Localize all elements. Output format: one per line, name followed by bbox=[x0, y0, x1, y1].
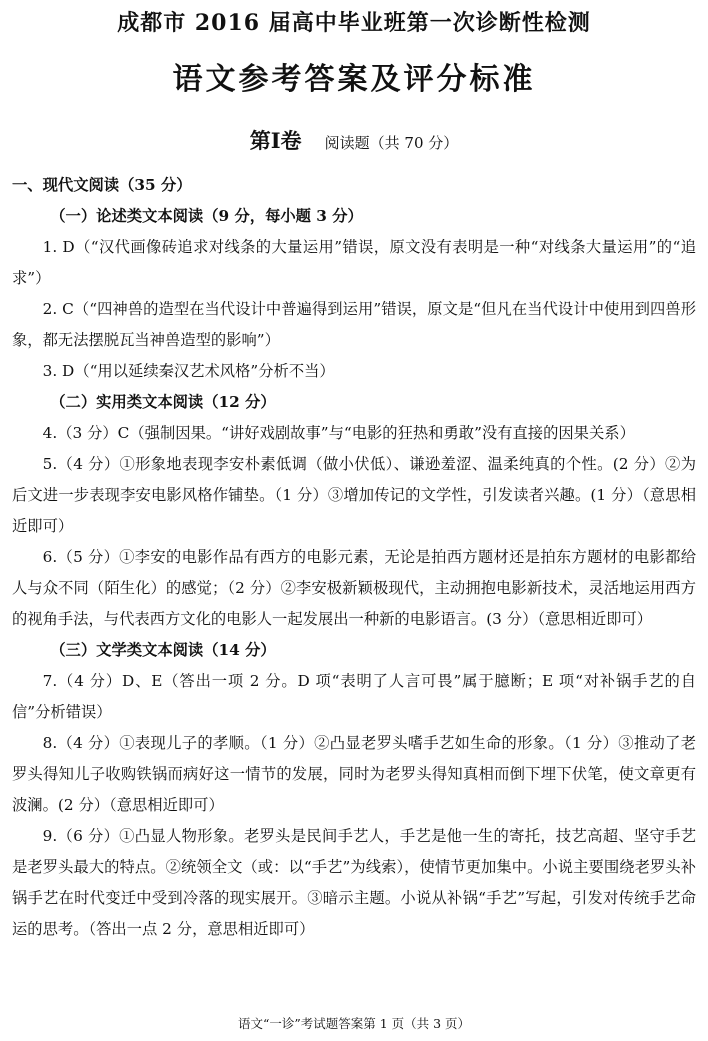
volume-title: 第Ⅰ卷 bbox=[249, 128, 302, 153]
subsection-heading-argumentative: （一）论述类文本阅读（9 分，每小题 3 分） bbox=[50, 207, 363, 225]
page-footer: 语文“一诊”考试题答案第 1 页（共 3 页） bbox=[237, 1016, 471, 1031]
answer-item-7: 7.（4 分）D、E（答出一项 2 分。D 项“表明了人言可畏”属于臆断；E 项“对补锅手艺的自信”分析错误） bbox=[12, 672, 696, 721]
answer-item-8: 8.（4 分）①表现儿子的孝顺。（1 分）②凸显老罗头嗜手艺如生命的形象。（1 分）③推动了老罗头得知儿子收购铁锅而病好这一情节的发展，同时为老罗头得知真相而倒下埋下伏笔，使文章更有波澜。(2 分）（意思相近即可） bbox=[12, 734, 696, 814]
answer-item-9: 9.（6 分）①凸显人物形象。老罗头是民间手艺人，手艺是他一生的寄托，技艺高超、坚守手艺是老罗头最大的特点。②统领全文（或：以“手艺”为线索），使情节更加集中。小说主要围绕老罗头补锅手艺在时代变迁中受到冷落的现实展开。③暗示主题。小说从补锅“手艺”写起，引发对传统手艺命运的思考。（答出一点 2 分，意思相近即可） bbox=[12, 827, 696, 938]
volume-heading bbox=[0, 125, 708, 155]
answer-item-2: 2. C（“四神兽的造型在当代设计中普遍得到运用”错误，原文是“但凡在当代设计中使用到四兽形象，都无法摆脱瓦当神兽造型的影响”） bbox=[12, 300, 696, 349]
document-title: 语文参考答案及评分标准 bbox=[172, 62, 536, 97]
answer-item-5: 5.（4 分）①形象地表现李安朴素低调（做小伏低）、谦逊羞涩、温柔纯真的个性。(2 分）②为后文进一步表现李安电影风格作铺垫。（1 分）③增加传记的文学性，引发读者兴趣。(1 分）（意思相近即可） bbox=[12, 455, 696, 535]
subsection-heading-practical: （二）实用类文本阅读（12 分） bbox=[50, 393, 276, 411]
exam-title: 成都市 2016 届高中毕业班第一次诊断性检测 bbox=[117, 10, 591, 36]
section-heading-modern-reading: 一、现代文阅读（35 分） bbox=[12, 176, 192, 194]
answer-item-3: 3. D（“用以延续秦汉艺术风格”分析不当） bbox=[42, 362, 335, 380]
subsection-heading-literary: （三）文学类文本阅读（14 分） bbox=[50, 641, 276, 659]
answer-body bbox=[12, 170, 696, 945]
answer-item-6: 6.（5 分）①李安的电影作品有西方的电影元素，无论是拍西方题材还是拍东方题材的电影都给人与众不同（陌生化）的感觉；（2 分）②李安极新颖极现代，主动拥抱电影新技术，灵活地运用西方的视角手法，与代表西方文化的电影人一起发展出一种新的电影语言。(3 分）（意思相近即可） bbox=[12, 548, 696, 628]
answer-item-4: 4.（3 分）C（强制因果。“讲好戏剧故事”与“电影的狂热和勇敢”没有直接的因果关系） bbox=[42, 424, 635, 442]
answer-item-1: 1. D（“汉代画像砖追求对线条的大量运用”错误，原文没有表明是一种“对线条大量运用”的“追求”） bbox=[12, 238, 696, 287]
volume-subtitle: 阅读题（共 70 分） bbox=[324, 134, 459, 152]
